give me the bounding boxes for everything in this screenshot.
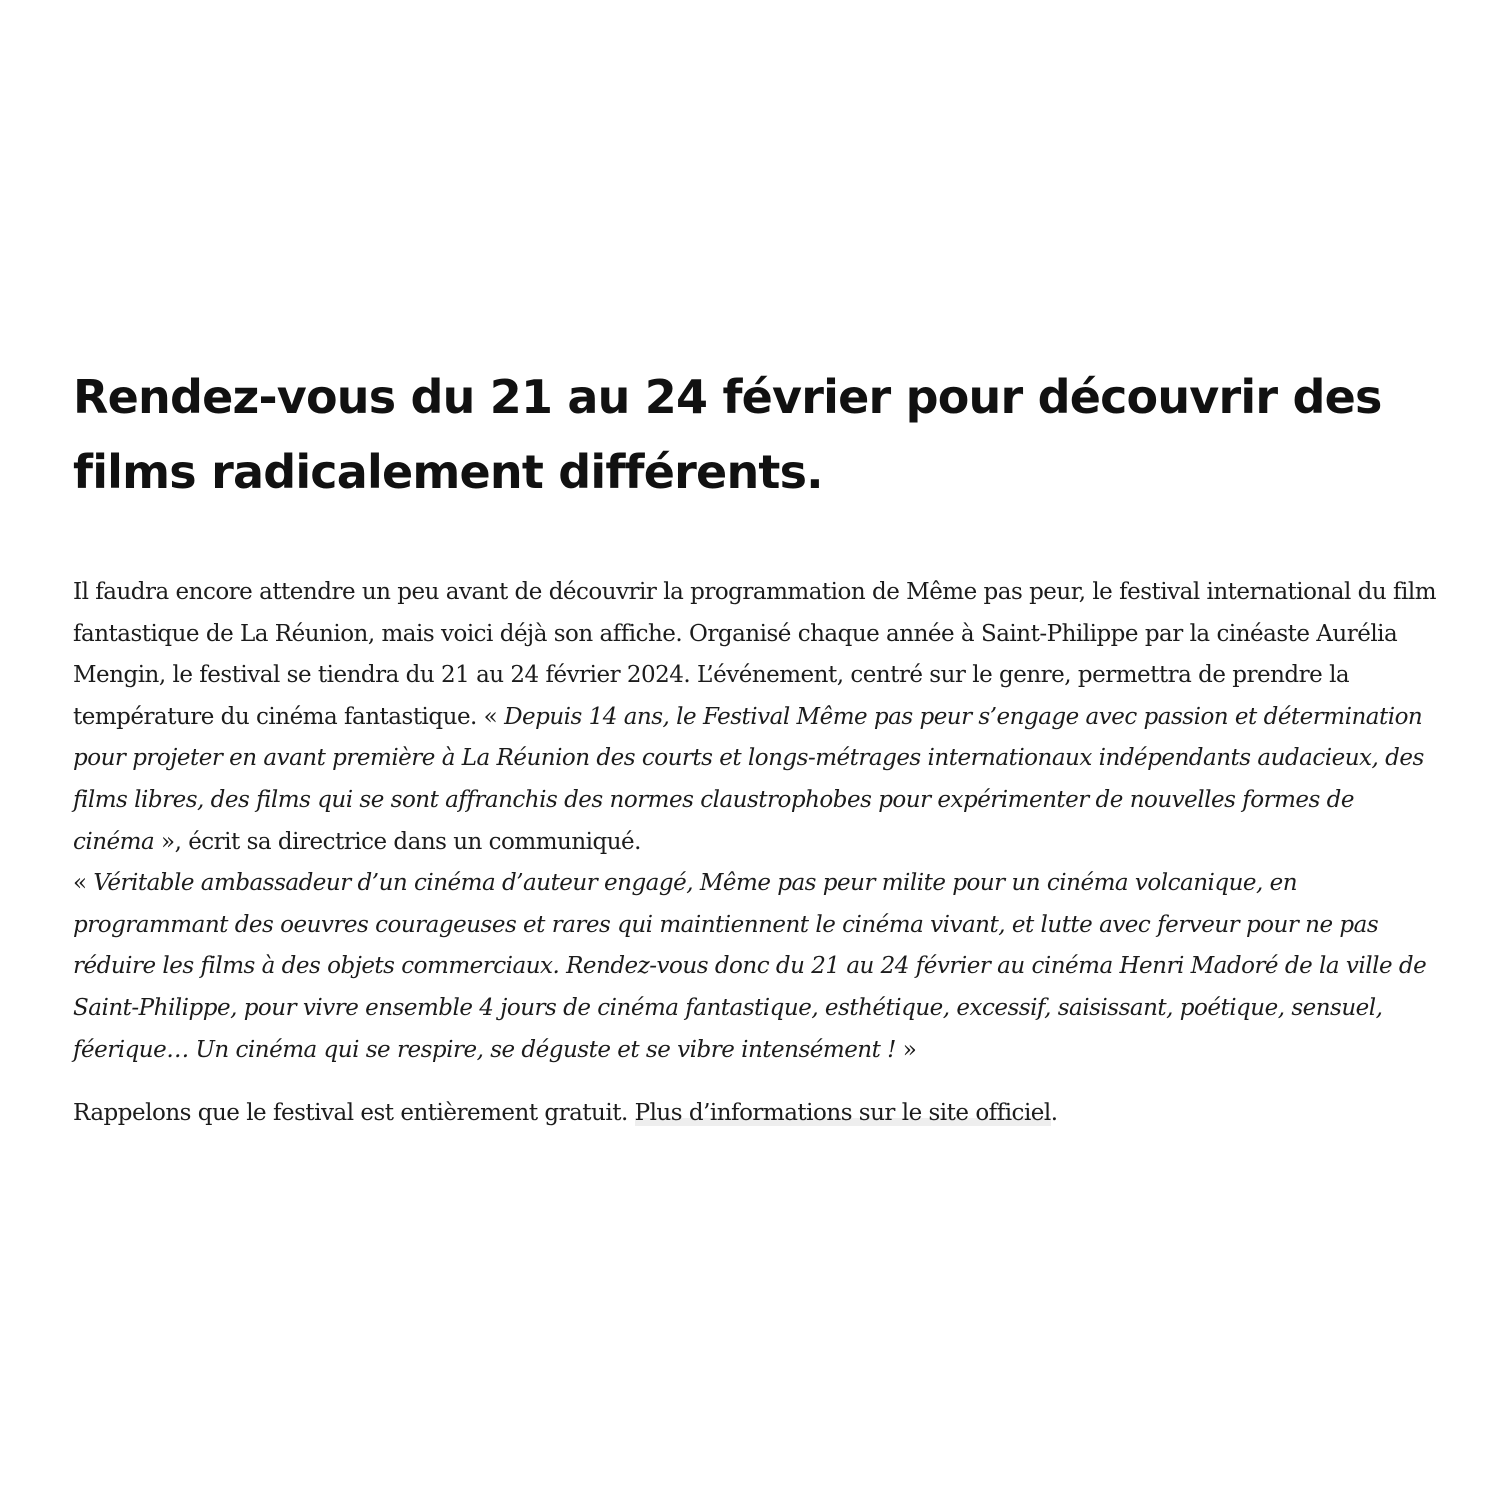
article-headline: Rendez-vous du 21 au 24 février pour découvrir des films radicalement différents. [73,370,1382,499]
quote-open-mark: « [73,870,94,897]
article [73,360,1438,1135]
quote-close-mark: » [895,1036,917,1063]
paragraph-intro: Il faudra encore attendre un peu avant de découvrir la programmation de Même pas peur, le festival international du film fantastique de La Réunion, mais voici déjà son affiche. Organisé chaque année à Saint-Philippe par la cinéaste Aurélia Mengin, le festival se tiendra du 21 au 24 février 2024. L’événement, centré sur le genre, permettra de prendre la température du cinéma fantastique. « [73,579,1437,730]
paragraph-text: Rappelons que le festival est entièrement gratuit. [73,1100,635,1127]
official-site-link[interactable]: Plus d’informations sur le site officiel [634,1100,1051,1127]
quote-attribution: », écrit sa directrice dans un communiqué. [154,828,641,855]
quote-director-2: Véritable ambassadeur d’un cinéma d’auteur engagé, Même pas peur milite pour un cinéma volcanique, en programmant des oeuvres courageuses et rares qui maintiennent le cinéma vivant, et lutte avec ferveur pour ne pas réduire les films à des objets commerciaux. Rendez-vous donc du 21 au 24 février au cinéma Henri Madoré de la ville de Saint-Philippe, pour vivre ensemble 4 jours de cinéma fantastique, esthétique, excessif, saisissant, poétique, sensuel, féerique… Un cinéma qui se respire, se déguste et se vibre intensément ! [73,870,1427,1063]
quote-director-1: Depuis 14 ans, le Festival Même pas peur s’engage avec passion et détermination pour projeter en avant première à La Réunion des courts et longs-métrages internationaux indépendants audacieux, des films libres, des films qui se sont affranchis des normes claustrophobes pour expérimenter de nouvelles formes de cinéma [73,703,1424,855]
paragraph-end: . [1050,1100,1058,1127]
article-paragraph-2 [73,1093,1438,1135]
article-paragraph-1 [73,572,1438,1071]
